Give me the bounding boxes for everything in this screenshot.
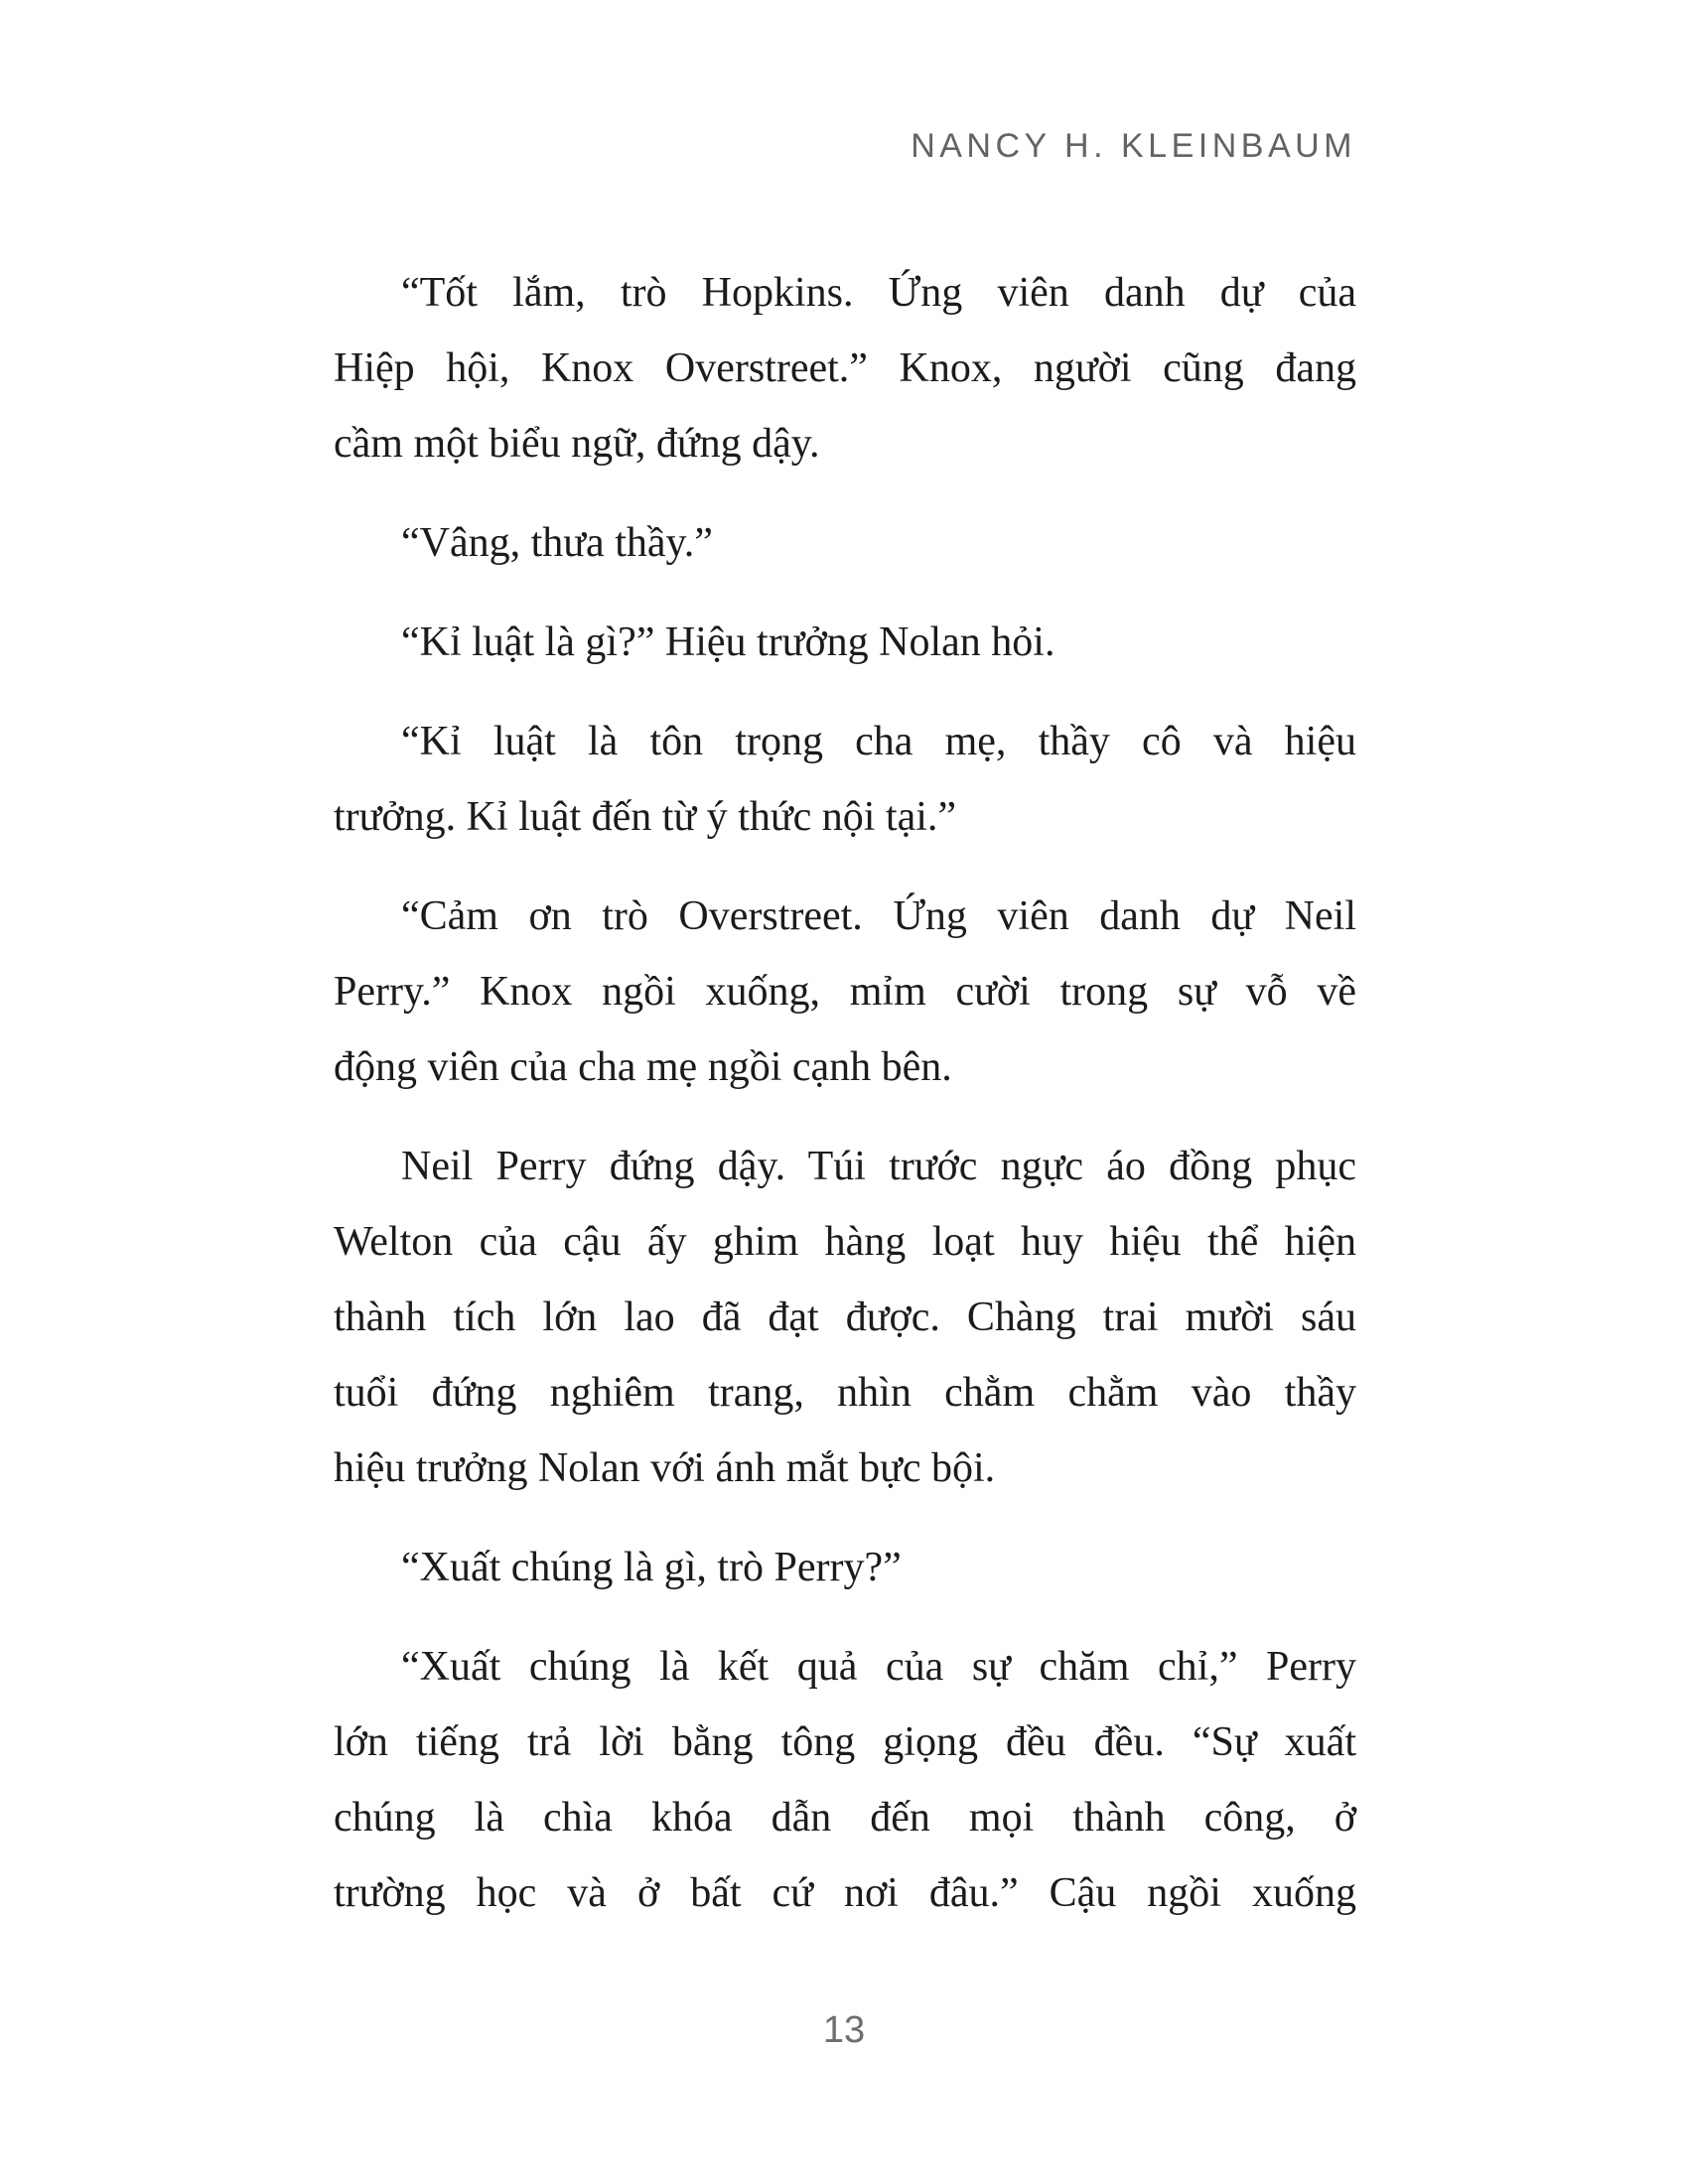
text-line: “Tốt lắm, trò Hopkins. Ứng viên danh dự của [401, 270, 1356, 316]
text-line: trường học và ở bất cứ nơi đâu.” Cậu ngồi xuống [334, 1870, 1356, 1916]
running-header-author: NANCY H. KLEINBAUM [911, 127, 1356, 165]
text-line: “Cảm ơn trò Overstreet. Ứng viên danh dự Neil [401, 893, 1356, 939]
paragraph [334, 704, 1356, 855]
paragraph [334, 255, 1356, 481]
text-line: Neil Perry đứng dậy. Túi trước ngực áo đồng phục [401, 1144, 1356, 1189]
paragraph [334, 505, 1356, 581]
text-line: Perry.” Knox ngồi xuống, mỉm cười trong sự vỗ về [334, 969, 1356, 1015]
text-line: “Vâng, thưa thầy.” [401, 520, 713, 566]
text-line: “Kỉ luật là gì?” Hiệu trưởng Nolan hỏi. [401, 619, 1055, 665]
text-line: Hiệp hội, Knox Overstreet.” Knox, người cũng đang [334, 345, 1356, 391]
paragraph [334, 605, 1356, 680]
text-line: trưởng. Kỉ luật đến từ ý thức nội tại.” [334, 794, 957, 840]
text-line: Welton của cậu ấy ghim hàng loạt huy hiệu thể hiện [334, 1219, 1356, 1265]
text-line: thành tích lớn lao đã đạt được. Chàng trai mười sáu [334, 1295, 1356, 1340]
text-line: cầm một biểu ngữ, đứng dậy. [334, 421, 820, 467]
paragraph [334, 1629, 1356, 1931]
text-line: lớn tiếng trả lời bằng tông giọng đều đều. “Sự xuất [334, 1719, 1356, 1765]
paragraph [334, 1530, 1356, 1605]
paragraph [334, 1129, 1356, 1506]
text-line: “Xuất chúng là kết quả của sự chăm chỉ,” Perry [401, 1644, 1356, 1690]
text-line: hiệu trưởng Nolan với ánh mắt bực bội. [334, 1445, 996, 1491]
text-line: “Kỉ luật là tôn trọng cha mẹ, thầy cô và hiệu [401, 719, 1356, 764]
page-body [334, 255, 1356, 1931]
page-number: 13 [822, 2009, 866, 2051]
paragraph [334, 879, 1356, 1105]
text-line: động viên của cha mẹ ngồi cạnh bên. [334, 1044, 952, 1090]
text-line: chúng là chìa khóa dẫn đến mọi thành công, ở [334, 1795, 1356, 1841]
text-line: tuổi đứng nghiêm trang, nhìn chằm chằm vào thầy [334, 1370, 1356, 1416]
text-line: “Xuất chúng là gì, trò Perry?” [401, 1545, 902, 1590]
